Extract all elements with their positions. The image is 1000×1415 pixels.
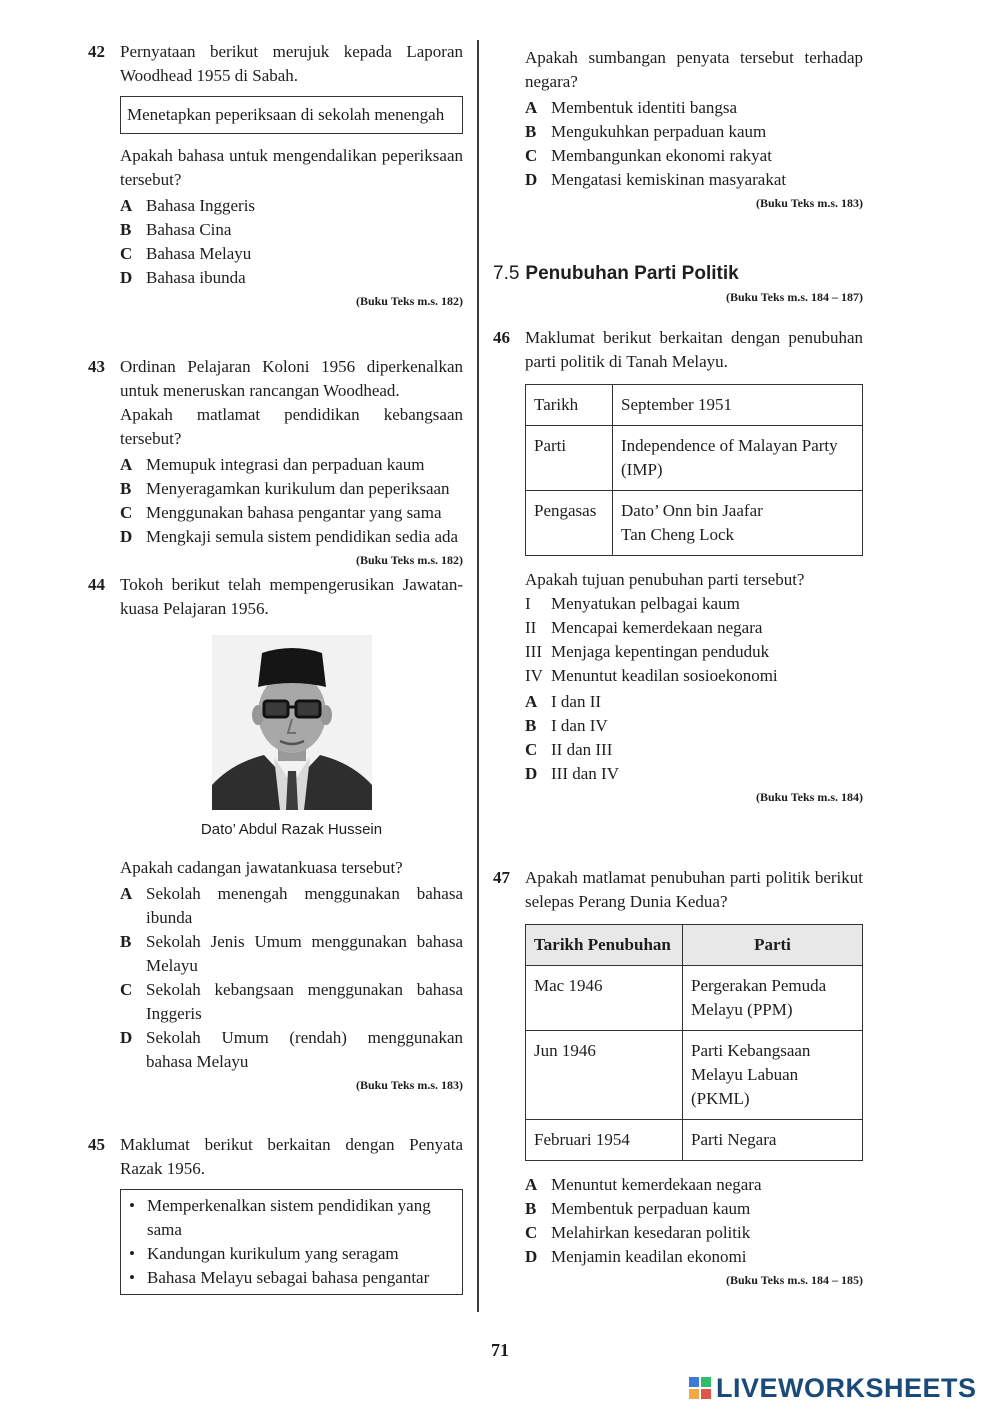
- question-number: 44: [88, 575, 105, 594]
- table-label: Pengasas: [526, 491, 613, 556]
- options-list: [120, 882, 463, 1074]
- table-cell: Jun 1946: [526, 1031, 683, 1120]
- option-a[interactable]: A Menuntut kemerdekaan negara: [525, 1175, 762, 1194]
- info-box: Menetapkan peperiksaan di sekolah menengah: [120, 96, 463, 134]
- question-47: [493, 866, 863, 1289]
- section-heading: [493, 262, 863, 306]
- statement-list: [525, 592, 863, 688]
- question-prompt: Apakah tujuan penubuhan parti tersebut?: [525, 570, 805, 589]
- bullet-list: [129, 1194, 454, 1290]
- table-value: September 1951: [613, 385, 863, 426]
- options-list: [525, 96, 863, 192]
- option-c[interactable]: C Sekolah kebangsaan menggunakan bahasa Inggeris: [120, 980, 463, 1023]
- table-cell: Parti Negara: [683, 1120, 863, 1161]
- portrait-photo: [212, 635, 372, 810]
- options-list: [120, 453, 463, 549]
- logo-grid-icon: [688, 1376, 712, 1400]
- question-46: [493, 326, 863, 806]
- table-row: [526, 426, 863, 491]
- watermark-text: LIVEWORKSHEETS: [716, 1373, 977, 1403]
- question-45: [88, 1133, 463, 1305]
- bullet-item: • Kandungan kurikulum yang seragam: [129, 1244, 399, 1263]
- option-d[interactable]: D Menjamin keadilan ekonomi: [525, 1247, 747, 1266]
- column-divider: [477, 40, 479, 1312]
- option-a[interactable]: A Sekolah menengah menggunakan bahasa ibunda: [120, 884, 463, 927]
- table-row: [526, 1120, 863, 1161]
- statement-item: I Menyatukan pelbagai kaum: [525, 594, 740, 613]
- party-table: [525, 924, 863, 1161]
- question-number: 42: [88, 42, 105, 61]
- table-value: Independence of Malayan Party (IMP): [613, 426, 863, 491]
- option-c[interactable]: C Menggunakan bahasa pengantar yang sama: [120, 503, 442, 522]
- table-cell: Februari 1954: [526, 1120, 683, 1161]
- table-header-row: [526, 925, 863, 966]
- table-cell: Mac 1946: [526, 966, 683, 1031]
- options-list: [525, 1173, 863, 1269]
- question-45-continued: [493, 46, 863, 212]
- option-c[interactable]: C Membangunkan ekonomi rakyat: [525, 146, 772, 165]
- section-title: 7.5 Penubuhan Parti Politik: [493, 263, 739, 284]
- question-prompt: Apakah cadangan jawatankuasa tersebut?: [120, 858, 403, 877]
- table-label: Tarikh: [526, 385, 613, 426]
- section-reference: (Buku Teks m.s. 184 – 187): [725, 290, 863, 304]
- option-c[interactable]: C II dan III: [525, 740, 613, 759]
- bullet-item: • Memperkenalkan sistem pendidikan yang sama: [129, 1196, 431, 1239]
- table-row: [526, 1031, 863, 1120]
- textbook-reference: (Buku Teks m.s. 183): [755, 196, 863, 210]
- table-cell: Parti Kebangsaan Melayu Labuan (PKML): [683, 1031, 863, 1120]
- textbook-reference: (Buku Teks m.s. 182): [355, 294, 463, 308]
- option-a[interactable]: A Memupuk integrasi dan perpaduan kaum: [120, 455, 425, 474]
- column-header: Tarikh Penubuhan: [526, 925, 683, 966]
- option-b[interactable]: B Menyeragamkan kurikulum dan peperiksaan: [120, 479, 450, 498]
- table-label: Parti: [526, 426, 613, 491]
- option-b[interactable]: B I dan IV: [525, 716, 608, 735]
- option-d[interactable]: D Mengatasi kemiskinan masyarakat: [525, 170, 787, 189]
- info-box: [120, 1189, 463, 1295]
- options-list: [120, 194, 463, 290]
- option-c[interactable]: C Bahasa Melayu: [120, 244, 252, 263]
- table-row: [526, 966, 863, 1031]
- option-a[interactable]: A I dan II: [525, 692, 602, 711]
- liveworksheets-logo[interactable]: [688, 1373, 977, 1403]
- question-43: [88, 355, 463, 569]
- textbook-reference: (Buku Teks m.s. 184 – 185): [725, 1273, 863, 1287]
- page-number: 71: [491, 1340, 509, 1360]
- option-a[interactable]: A Bahasa Inggeris: [120, 196, 256, 215]
- question-44: [88, 573, 463, 1094]
- column-header: Parti: [683, 925, 863, 966]
- option-d[interactable]: D Sekolah Umum (rendah) menggunakan bahasa Melayu: [120, 1028, 463, 1071]
- bullet-item: • Bahasa Melayu sebagai bahasa pengantar: [129, 1268, 430, 1287]
- statement-item: II Mencapai kemerdekaan negara: [525, 618, 763, 637]
- statement-item: IV Menuntut keadilan sosioekonomi: [525, 666, 778, 685]
- question-number: 46: [493, 328, 510, 347]
- question-text: Maklumat berikut berkaitan dengan Penyata Razak 1956.: [120, 1135, 463, 1178]
- question-prompt: Apakah matlamat pendidikan kebangsaan tersebut?: [120, 405, 463, 448]
- option-d[interactable]: D III dan IV: [525, 764, 619, 783]
- question-text: Pernyataan berikut merujuk kepada Laporan Woodhead 1955 di Sabah.: [120, 42, 463, 85]
- statement-item: III Menjaga kepentingan penduduk: [525, 642, 770, 661]
- option-b[interactable]: B Membentuk perpaduan kaum: [525, 1199, 751, 1218]
- option-c[interactable]: C Melahirkan kesedaran politik: [525, 1223, 751, 1242]
- question-text: Apakah matlamat penubuhan parti politik berikut selepas Perang Dunia Kedua?: [525, 868, 863, 911]
- option-b[interactable]: B Mengukuhkan perpaduan kaum: [525, 122, 767, 141]
- question-42: [88, 40, 463, 310]
- party-info-table: [525, 384, 863, 556]
- option-b[interactable]: B Sekolah Jenis Umum menggunakan bahasa Melayu: [120, 932, 463, 975]
- question-text: Tokoh berikut telah mempengerusikan Jawatan-kuasa Pelajaran 1956.: [120, 575, 463, 618]
- question-number: 47: [493, 868, 510, 887]
- option-d[interactable]: D Mengkaji semula sistem pendidikan sedia ada: [120, 527, 459, 546]
- table-cell: Pergerakan Pemuda Melayu (PPM): [683, 966, 863, 1031]
- question-number: 45: [88, 1135, 105, 1154]
- portrait-figure: [120, 635, 463, 842]
- option-b[interactable]: B Bahasa Cina: [120, 220, 232, 239]
- table-value: Dato’ Onn bin Jaafar Tan Cheng Lock: [613, 491, 863, 556]
- options-list: [525, 690, 863, 786]
- option-d[interactable]: D Bahasa ibunda: [120, 268, 246, 287]
- textbook-reference: (Buku Teks m.s. 182): [355, 553, 463, 567]
- portrait-caption: Dato’ Abdul Razak Hussein: [200, 821, 383, 838]
- table-row: [526, 491, 863, 556]
- option-a[interactable]: A Membentuk identiti bangsa: [525, 98, 738, 117]
- question-text: Ordinan Pelajaran Koloni 1956 diperkenalkan untuk meneruskan rancangan Woodhead.: [120, 357, 463, 400]
- table-row: [526, 385, 863, 426]
- question-number: 43: [88, 357, 105, 376]
- textbook-reference: (Buku Teks m.s. 184): [755, 790, 863, 804]
- question-prompt: Apakah sumbangan penyata tersebut terhadap negara?: [525, 48, 863, 91]
- question-prompt: Apakah bahasa untuk mengendalikan peperiksaan tersebut?: [120, 146, 463, 189]
- textbook-reference: (Buku Teks m.s. 183): [355, 1078, 463, 1092]
- question-text: Maklumat berikut berkaitan dengan penubuhan parti politik di Tanah Melayu.: [525, 328, 863, 371]
